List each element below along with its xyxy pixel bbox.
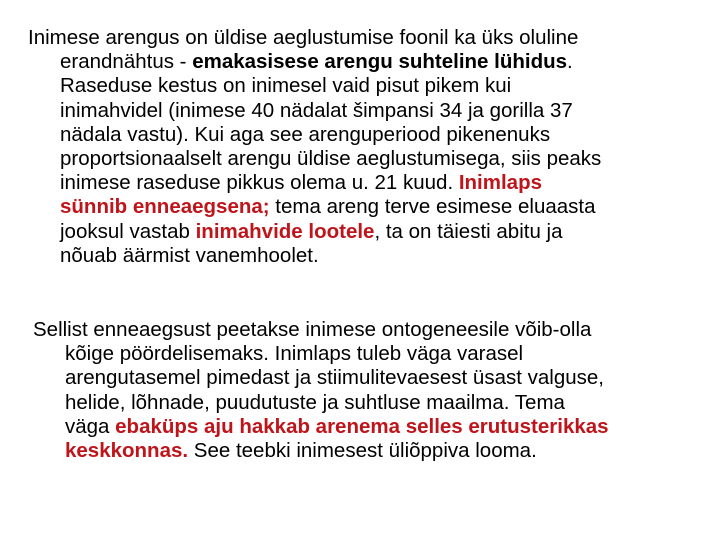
text-line	[33, 415, 713, 439]
text-line	[33, 342, 713, 366]
text-segment: nädala vastu). Kui aga see arenguperiood pikenenuks	[60, 122, 551, 146]
text-segment: Inimese arengus on üldise aeglustumise foonil ka üks oluline	[28, 26, 579, 49]
highlighted-phrase: keskkonnas.	[65, 439, 189, 463]
text-segment: tema areng terve esimese eluaasta	[269, 195, 596, 219]
highlighted-phrase: ebaküps aju hakkab arenema selles erutusterikkas	[115, 414, 609, 438]
text-line	[28, 147, 708, 171]
highlighted-phrase: Inimlaps	[458, 171, 543, 195]
paragraph-prematurity	[33, 318, 713, 463]
bold-phrase: emakasisese arengu suhteline lühidus	[192, 50, 568, 74]
text-segment: erandnähtus -	[60, 50, 193, 74]
text-segment: .	[567, 50, 573, 74]
text-line	[28, 220, 708, 244]
text-segment: Sellist enneaegsust peetakse inimese ontogeneesile võib-olla	[33, 318, 592, 341]
text-line	[33, 391, 713, 415]
text-segment: väga	[65, 414, 116, 438]
text-segment: Raseduse kestus on inimesel vaid pisut pikem kui	[60, 74, 512, 98]
text-line	[28, 26, 708, 50]
text-line	[28, 171, 708, 195]
text-line	[33, 366, 713, 390]
text-line	[28, 50, 708, 74]
text-line	[28, 123, 708, 147]
paragraph-pregnancy-duration	[28, 26, 708, 268]
text-segment: proportsionaalselt arengu üldise aeglustumisega, siis peaks	[60, 147, 602, 171]
text-line	[28, 244, 708, 268]
text-line	[33, 439, 713, 463]
highlighted-phrase: inimahvide lootele	[195, 219, 375, 243]
text-segment: nõuab äärmist vanemhoolet.	[60, 243, 319, 267]
text-line	[28, 74, 708, 98]
text-segment: kõige pöördelisemaks. Inimlaps tuleb väga varasel	[65, 342, 524, 366]
text-line	[33, 318, 713, 342]
highlighted-phrase: sünnib enneaegsena;	[60, 195, 270, 219]
text-segment: jooksul vastab	[60, 219, 196, 243]
text-segment: See teebki inimesest üliõppiva looma.	[188, 439, 537, 463]
text-segment: , ta on täiesti abitu ja	[374, 219, 563, 243]
text-segment: inimahvidel (inimese 40 nädalat šimpansi 34 ja gorilla 37	[60, 98, 573, 122]
text-line	[28, 195, 708, 219]
text-segment: inimese raseduse pikkus olema u. 21 kuud.	[60, 171, 459, 195]
text-segment: helide, lõhnade, puudutuste ja suhtluse maailma. Tema	[65, 390, 565, 414]
text-segment: arengutasemel pimedast ja stiimulitevaesest üsast valguse,	[65, 366, 604, 390]
text-line	[28, 99, 708, 123]
